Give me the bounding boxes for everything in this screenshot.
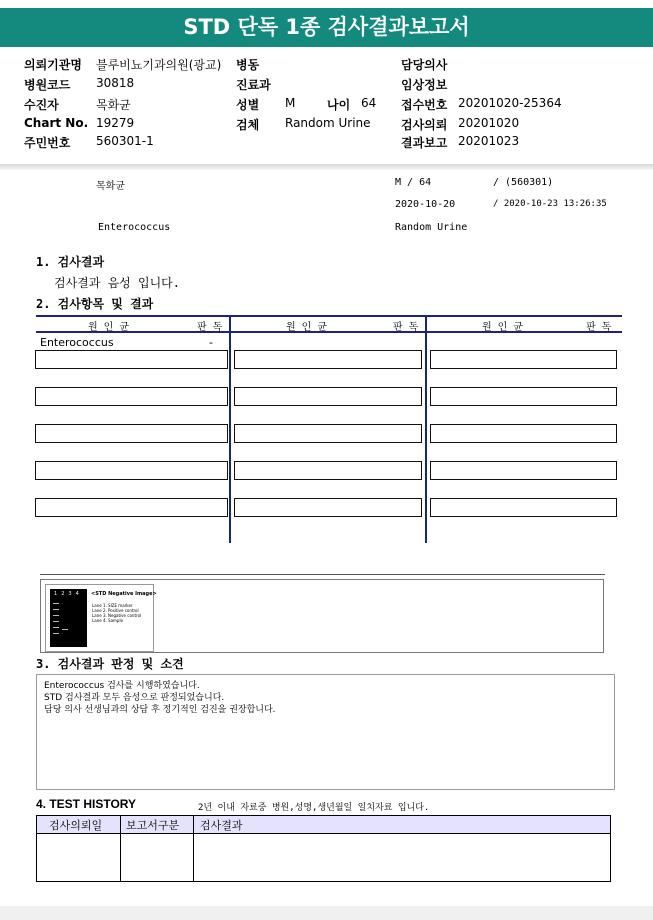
- section4-title: 4. TEST HISTORY: [36, 797, 137, 811]
- results-col-divider-2: [425, 315, 427, 543]
- test-history-table: [36, 815, 611, 882]
- header-patient-label: 수진자: [24, 98, 59, 112]
- header-age-label: 나이: [327, 98, 351, 112]
- summary-specimen: Random Urine: [395, 222, 468, 233]
- history-col-report-type: 보고서구분: [126, 819, 180, 832]
- opinion-line: STD 검사결과 모두 음성으로 판정되었습니다.: [44, 693, 225, 703]
- result-cell: [35, 498, 228, 517]
- gel-title: <STD Negative Image>: [91, 591, 157, 597]
- result-cell: [234, 387, 422, 406]
- result-cell: [430, 387, 617, 406]
- gel-image: [45, 584, 157, 652]
- section2-title: 2. 검사항목 및 결과: [36, 297, 154, 311]
- gel-band: [53, 615, 59, 616]
- gel-band: [53, 627, 59, 628]
- summary-name: 목화균: [96, 181, 125, 192]
- result-cell: [430, 350, 617, 369]
- result-cell: [430, 461, 617, 480]
- image-top-rule: [40, 574, 605, 575]
- result-organism-1: Enterococcus: [40, 336, 114, 349]
- header-rrn-label: 주민번호: [24, 136, 71, 150]
- header-hospital-value: 블루비뇨기과의원(광교): [96, 58, 222, 72]
- history-col-result: 검사결과: [200, 819, 243, 832]
- result-cell: [430, 424, 617, 443]
- header-hospital-code-label: 병원코드: [24, 78, 71, 92]
- header-clinical-label: 임상정보: [401, 78, 448, 92]
- col-judgement-1: 판 독: [197, 322, 223, 333]
- header-hospital-code-value: 30818: [96, 76, 135, 90]
- summary-sex-age: M / 64: [395, 177, 432, 188]
- history-col-request-date: 검사의뢰일: [49, 819, 103, 832]
- result-cell: [430, 498, 617, 517]
- gel-legend: Lane 1. SIZE marker Lane 2. Positive control Lane 3. Negative control Lane 4. Sample: [92, 603, 142, 623]
- summary-organism: Enterococcus: [98, 222, 171, 233]
- col-judgement-2: 판 독: [393, 322, 419, 333]
- opinion-box: [36, 674, 615, 790]
- section1-result-text: 검사결과 음성 입니다.: [54, 276, 181, 290]
- header-receipt-value: 20201020-25364: [458, 96, 562, 110]
- section3-title: 3. 검사결과 판정 및 소견: [36, 657, 184, 671]
- gel-band: [62, 629, 68, 630]
- header-divider: [0, 164, 653, 170]
- header-request-label: 검사의뢰: [401, 118, 448, 132]
- results-col-divider-1: [229, 315, 231, 543]
- result-cell: [35, 461, 228, 480]
- header-dept-label: 진료과: [236, 78, 271, 92]
- result-cell: [35, 350, 228, 369]
- header-specimen-label: 검체: [236, 118, 260, 132]
- report-title: STD 단독 1종 검사결과보고서: [0, 8, 653, 47]
- header-sex-label: 성별: [236, 98, 260, 112]
- header-chart-value: 19279: [96, 116, 135, 130]
- result-cell: [234, 424, 422, 443]
- section4-note: 2년 이내 자료중 병원,성명,생년월일 일치자료 입니다.: [198, 803, 430, 813]
- header-rrn-value: 560301-1: [96, 134, 154, 148]
- history-col-divider-2: [193, 815, 194, 882]
- history-col-divider-1: [120, 815, 121, 882]
- header-hospital-label: 의뢰기관명: [24, 58, 82, 72]
- gel-band: [53, 609, 59, 610]
- result-cell: [35, 424, 228, 443]
- header-report-value: 20201023: [458, 134, 520, 148]
- gel-band: [53, 633, 59, 634]
- header-sex-value: M: [285, 96, 296, 110]
- result-cell: [35, 387, 228, 406]
- history-header-row: [37, 816, 610, 834]
- header-request-value: 20201020: [458, 116, 520, 130]
- gel-photo: [50, 589, 87, 647]
- summary-date-received: 2020-10-20: [395, 199, 456, 210]
- section1-title: 1. 검사결과: [36, 255, 105, 269]
- summary-id: / (560301): [493, 177, 554, 188]
- col-organism-2: 원 인 균: [286, 322, 328, 333]
- header-receipt-label: 접수번호: [401, 98, 448, 112]
- col-organism-3: 원 인 균: [482, 322, 524, 333]
- result-cell: [234, 461, 422, 480]
- header-specimen-value: Random Urine: [285, 116, 371, 130]
- header-report-label: 결과보고: [401, 136, 448, 150]
- header-patient-value: 목화균: [96, 98, 131, 112]
- result-cell: [234, 350, 422, 369]
- gel-lane-numbers: 1234: [54, 591, 83, 597]
- page-footer: [0, 906, 653, 920]
- col-organism-1: 원 인 균: [88, 322, 130, 333]
- col-judgement-3: 판 독: [586, 322, 612, 333]
- opinion-line: Enterococcus 검사를 시행하였습니다.: [44, 681, 200, 691]
- results-table-top-rule: [36, 315, 622, 317]
- header-doctor-label: 담당의사: [401, 58, 448, 72]
- result-cell: [234, 498, 422, 517]
- gel-band: [53, 603, 59, 604]
- header-age-value: 64: [361, 96, 377, 110]
- gel-band: [53, 621, 59, 622]
- header-chart-label: Chart No.: [24, 116, 89, 130]
- opinion-line: 담당 의사 선생님과의 상담 후 정기적인 검진을 권장합니다.: [44, 705, 276, 715]
- header-ward-label: 병동: [236, 58, 260, 72]
- result-judgement-1: -: [209, 336, 213, 349]
- summary-date-reported: / 2020-10-23 13:26:35: [493, 199, 607, 209]
